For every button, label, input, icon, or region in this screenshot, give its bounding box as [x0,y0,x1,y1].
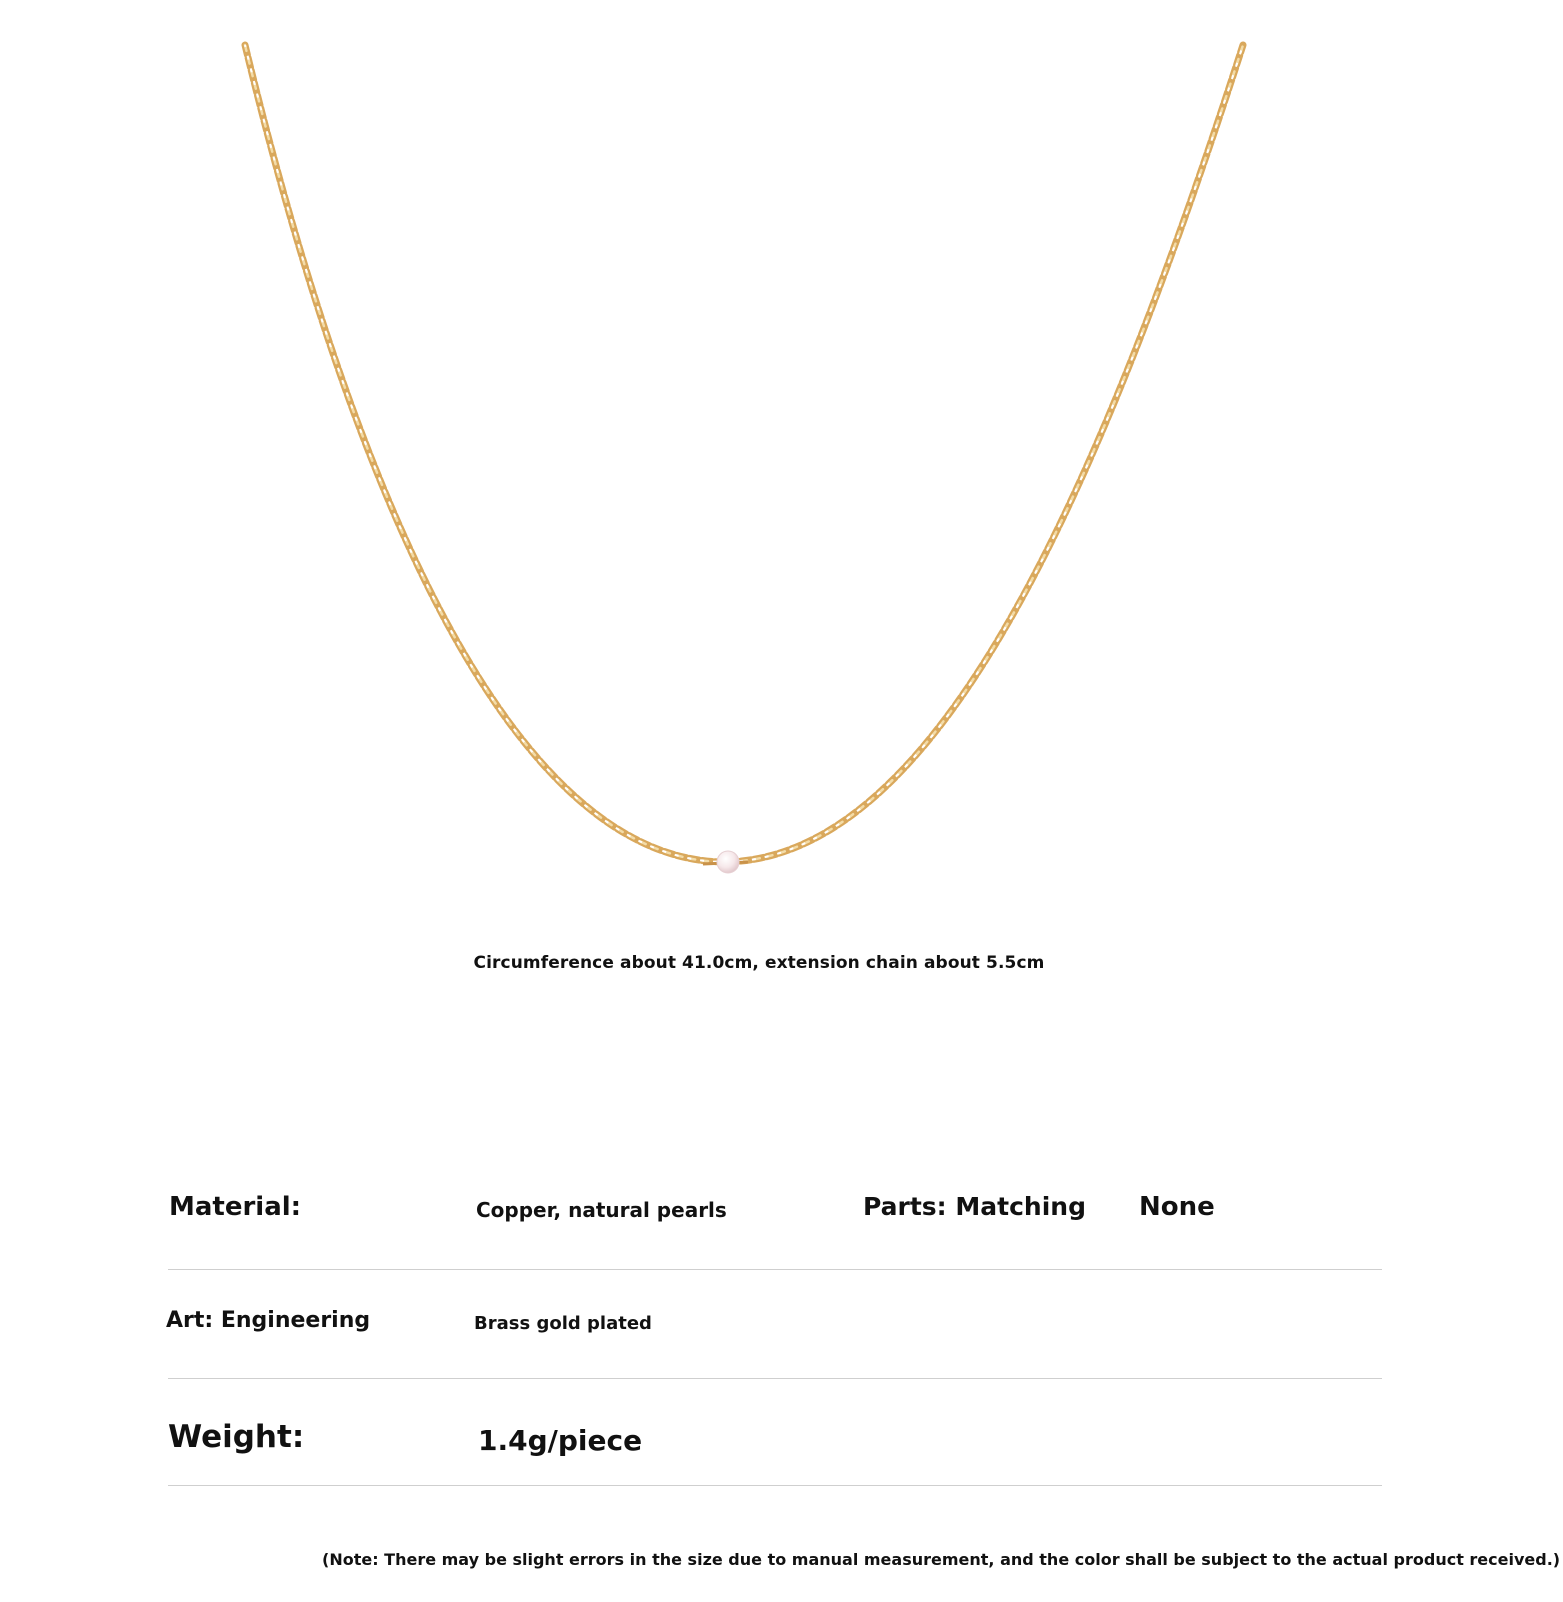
spec-table [168,1160,1382,1486]
pearl-bead [717,851,739,873]
spec-row-weight [168,1379,1382,1486]
spec-row-engineering [168,1270,1382,1379]
material-label: Material: [169,1192,302,1222]
engineering-label: Art: Engineering [166,1308,371,1333]
weight-value: 1.4g/piece [478,1424,643,1457]
size-caption: Circumference about 41.0cm, extension chain about 5.5cm [473,953,1045,973]
necklace-chain-links [245,45,1243,862]
weight-label: Weight: [168,1419,305,1455]
engineering-value: Brass gold plated [474,1313,652,1334]
parts-matching-label: Parts: Matching [863,1192,1086,1221]
spec-row-material [168,1160,1382,1270]
measurement-note: (Note: There may be slight errors in the size due to manual measurement, and the color shall be subject to the actual product received.) [322,1550,1561,1569]
material-value: Copper, natural pearls [476,1198,727,1222]
parts-matching-value: None [1139,1192,1215,1222]
